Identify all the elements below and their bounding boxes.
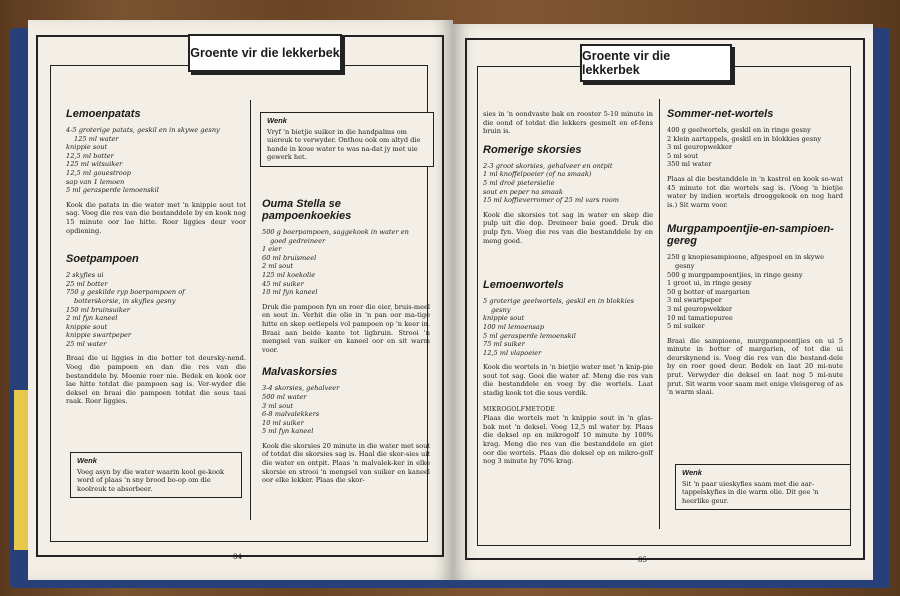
ingredient: 100 ml lemoensap	[483, 322, 545, 331]
ingredient: 350 ml water	[667, 160, 712, 169]
ingredients-lemoenwortels	[483, 297, 653, 357]
ingredients-ouma-stella	[262, 228, 430, 297]
ingredient: 2-3 groot skorsies, gehalveer en ontpit	[483, 161, 613, 170]
ingredient: 2 skyfies ui	[66, 271, 104, 280]
ingredient: 500 ml water	[262, 392, 307, 401]
method-malvaskorsies: Kook die skorsies 20 minute in die water met sout of totdat die skorsies sag is. Haal die skor-sies uit die water en ontpit. Plaas 'n malvalek-ker in elke skorsie en strooi 'n mengsel van suiker en kaneel oor elke lekker. Plaas die skor-	[262, 441, 430, 485]
ingredients-soetpampoen	[66, 271, 246, 348]
ingredient: botterskorsie, in skyfies gesny	[74, 296, 176, 305]
tip-label: Wenk	[682, 468, 702, 477]
tip-text: Sit 'n paar uieskyfies saam met die aar-tappelskyfies in die warm olie. Dit gee 'n heerlike geur.	[682, 479, 819, 505]
ingredient: sap van 1 lemoen	[66, 177, 125, 186]
ingredient: 50 g botter of margarien	[667, 287, 750, 296]
ingredient: 750 g geskilde ryp boerpampoen of	[66, 288, 185, 297]
ingredient: 2 klein aartappels, geskil en in blokkies gesny	[667, 134, 822, 143]
tip-text: Vryf 'n bietjie suiker in die handpalms om uiereuk te verwyder. Onthou ook om altyd die hande in koue water te was na-dat jy met uie gewerk het.	[267, 127, 421, 162]
right-page	[453, 24, 873, 580]
ingredient: 45 ml suiker	[262, 279, 304, 288]
ingredient: 5 ml sout	[667, 151, 698, 160]
recipe-title-ouma-stella: Ouma Stella se pampoenkoekies	[262, 198, 352, 222]
recipe-title-soetpampoen: Soetpampoen	[66, 253, 139, 266]
ingredient: 10 ml tamatiepuree	[667, 313, 733, 322]
microwave-method: Plaas die wortels met 'n knippie sout in 'n glas-bak met 'n deksel. Voeg 12,5 ml water by. Plaas die deksel op en mikrogolf 10 minute by 100% krag. Meng die res van die bestanddele en giet oor die wortels. Plaas die deksel op en mikro-golf nog 3 minute by 70% krag.	[483, 414, 653, 466]
method-lemoenpatats: Kook die patats in die water met 'n knippie sout tot sag. Voeg die res van die bestanddele by en kook nog 15 minute oor lae hitte. Roer liggies deur voor opdiening.	[66, 200, 246, 235]
tip-text: Voeg asyn by die water waarin kool ge-kook word of plaas 'n sny brood bo-op om die koolreuk te absorbeer.	[77, 467, 225, 493]
ingredient: 10 ml fyn kaneel	[262, 288, 318, 297]
tip-box-1	[70, 452, 242, 498]
ingredient: 5 ml gerasperde lemoenskil	[483, 331, 576, 340]
ingredient: 75 ml suiker	[483, 340, 525, 349]
page-number: 85	[638, 556, 647, 564]
ingredient: 2 ml fyn kaneel	[66, 314, 118, 323]
ingredient: 5 ml gerasperde lemoenskil	[66, 186, 159, 195]
ingredient: 125 ml witsuiker	[66, 160, 123, 169]
ingredient: 25 ml water	[66, 339, 107, 348]
ingredient: 5 ml suiker	[667, 322, 705, 331]
ingredient: 1 ml knoffelpoeier (of na smaak)	[483, 170, 592, 179]
ingredient: 5 groterige geelwortels, geskil en in blokkies	[483, 297, 634, 306]
ingredient: 1 groot ui, in ringe gesny	[667, 279, 752, 288]
ingredients-malvaskorsies	[262, 384, 430, 436]
page-number: 84	[233, 553, 242, 561]
ingredient: 400 g geelwortels, geskil en in ringe gesny	[667, 126, 811, 134]
tip-label: Wenk	[77, 456, 97, 465]
left-page	[28, 20, 453, 580]
ingredient: 125 ml water	[74, 134, 119, 143]
ingredient: knippie swartpeper	[66, 331, 132, 340]
recipe-title-sommer-net-wortels: Sommer-net-wortels	[667, 108, 774, 120]
ingredient: knippie sout	[483, 314, 525, 323]
ingredient: knippie sout	[66, 143, 108, 152]
recipe-title-lemoenwortels: Lemoenwortels	[483, 279, 564, 292]
method-soetpampoen: Braai die ui liggies in die botter tot deursky-nend. Voeg die pampoen en dan die res van die bestanddele by. Moenie roer nie. Bedek en kook oor lae hitte totdat die pampoen sag is. Ver-wyder die deksel en braai die pampoen totdat die sous taai raak. Roer liggies.	[66, 354, 246, 406]
ingredient: 5 ml fyn kaneel	[262, 427, 314, 436]
method-ouma-stella: Druk die pampoen fyn en roer die eier, bruis-meel en sout in. Verhit die olie in 'n pan oor ma-tige hitte en skep eetlepels vol pampoen op 'n keer in. Braai aan beide kante tot ligbruin. Strooi 'n mengsel van suiker en kaneel oor en sit warm voor.	[262, 302, 430, 354]
ingredient: goed gedreineer	[270, 236, 326, 245]
ingredient: 3 ml geuropwekker	[667, 304, 733, 313]
ingredients-lemoenpatats	[66, 126, 246, 195]
right-column-2	[667, 108, 843, 405]
column-divider	[659, 99, 660, 529]
tip-box-3	[675, 464, 851, 510]
method-sommer-net-wortels: Plaas al die bestanddele in 'n kastrol en kook so-wat 45 minute tot die wortels sag is. (Voeg 'n bietjie water by indien wortels drooggekook en nog hard is.) Sit warm voor.	[667, 174, 843, 209]
ingredient: 150 ml bruinsuiker	[66, 305, 130, 314]
ingredient: 60 ml bruismeel	[262, 253, 317, 262]
ingredient: 3 ml swartpeper	[667, 296, 722, 305]
recipe-title-lemoenpatats: Lemoenpatats	[66, 108, 141, 120]
ingredient: 12,5 ml gouestroop	[66, 168, 131, 177]
ingredient: 500 g boerpampoen, saggekook in water en	[262, 228, 409, 236]
method-murgpampoentjie: Braai die sampioene, murgpampoentjies en ui 5 minute in botter of margarien, of tot die ui deurskynend is. Voeg die res van die bestand-dele by en roer goed deur. Bedek en laat 20 mi-nute prut. Verwyder die deksel en laat nog 5 mi-nute prut. Sit warm voor saam met enige vleisgereg of as 'n warm slaai.	[667, 336, 843, 397]
recipe-title-murgpampoentjie: Murgpampoentjie-en-sampioen-gereg	[667, 223, 834, 248]
ingredient: 12,5 ml vlapoeier	[483, 348, 542, 357]
ingredient: 2 ml sout	[262, 262, 293, 271]
method-lemoenwortels: Kook die wortels in 'n bietjie water met 'n knip-pie sout tot sag. Gooi die water af. Meng die res van die bestanddele en voeg by die wortels. Laat stadig kook tot die sous verdik.	[483, 363, 653, 398]
ingredient: 25 ml botter	[66, 279, 108, 288]
ingredient: 4-5 groterige patats, geskil en in skywe gesny	[66, 126, 220, 134]
ingredients-romerige-skorsies	[483, 162, 653, 205]
ingredient: 15 ml koffieverromer of 25 ml vars room	[483, 196, 619, 205]
microwave-heading: MIKROGOLFMETODE	[483, 405, 555, 413]
method-continuation: sies in 'n oondvaste bak en rooster 5-10 minute in die oond of totdat die lekkers gesmelt en ef-fens bruin is.	[483, 110, 653, 136]
ingredient: 1 eier	[262, 245, 282, 254]
ingredient: gesny	[491, 305, 511, 314]
ingredients-murgpampoentjie	[667, 253, 843, 330]
ingredient: knippie sout	[66, 322, 108, 331]
ingredient: 500 g murgpampoentjies, in ringe gesny	[667, 270, 803, 279]
ingredient: 12,5 ml botter	[66, 151, 114, 160]
ingredient: 250 g knopiesampioene, afgespoel en in skywe	[667, 253, 825, 262]
left-column-1	[66, 108, 246, 414]
ingredient: 3-4 skorsies, gehalveer	[262, 384, 340, 393]
ingredient: 6-8 malvalekkers	[262, 410, 320, 419]
ingredients-sommer-net-wortels	[667, 126, 843, 169]
page-header-title: Groente vir die lekkerbek	[580, 44, 732, 82]
recipe-title-malvaskorsies: Malvaskorsies	[262, 366, 338, 379]
method-romerige-skorsies: Kook die skorsies tot sag in water en skep die pulp uit die dop. Dreineer baie goed. Druk die pulp fyn. Voeg die res van die bestanddele by en meng goed.	[483, 210, 653, 245]
tip-label: Wenk	[267, 116, 287, 125]
ingredient: 3 ml sout	[262, 401, 293, 410]
ingredient: gesny	[675, 261, 695, 270]
recipe-title-romerige-skorsies: Romerige skorsies	[483, 143, 582, 156]
ingredient: 3 ml geuropwekker	[667, 143, 733, 152]
ingredient: 5 ml droë pietersielie	[483, 178, 555, 187]
tip-box-2	[260, 112, 434, 167]
left-column-2	[262, 198, 430, 493]
ingredient: sout en peper na smaak	[483, 187, 563, 196]
column-divider	[250, 100, 251, 520]
ingredient: 10 ml suiker	[262, 418, 304, 427]
right-column-1	[483, 110, 653, 474]
ingredient: 125 ml koekolie	[262, 270, 316, 279]
page-header-title: Groente vir die lekkerbek	[188, 34, 342, 72]
